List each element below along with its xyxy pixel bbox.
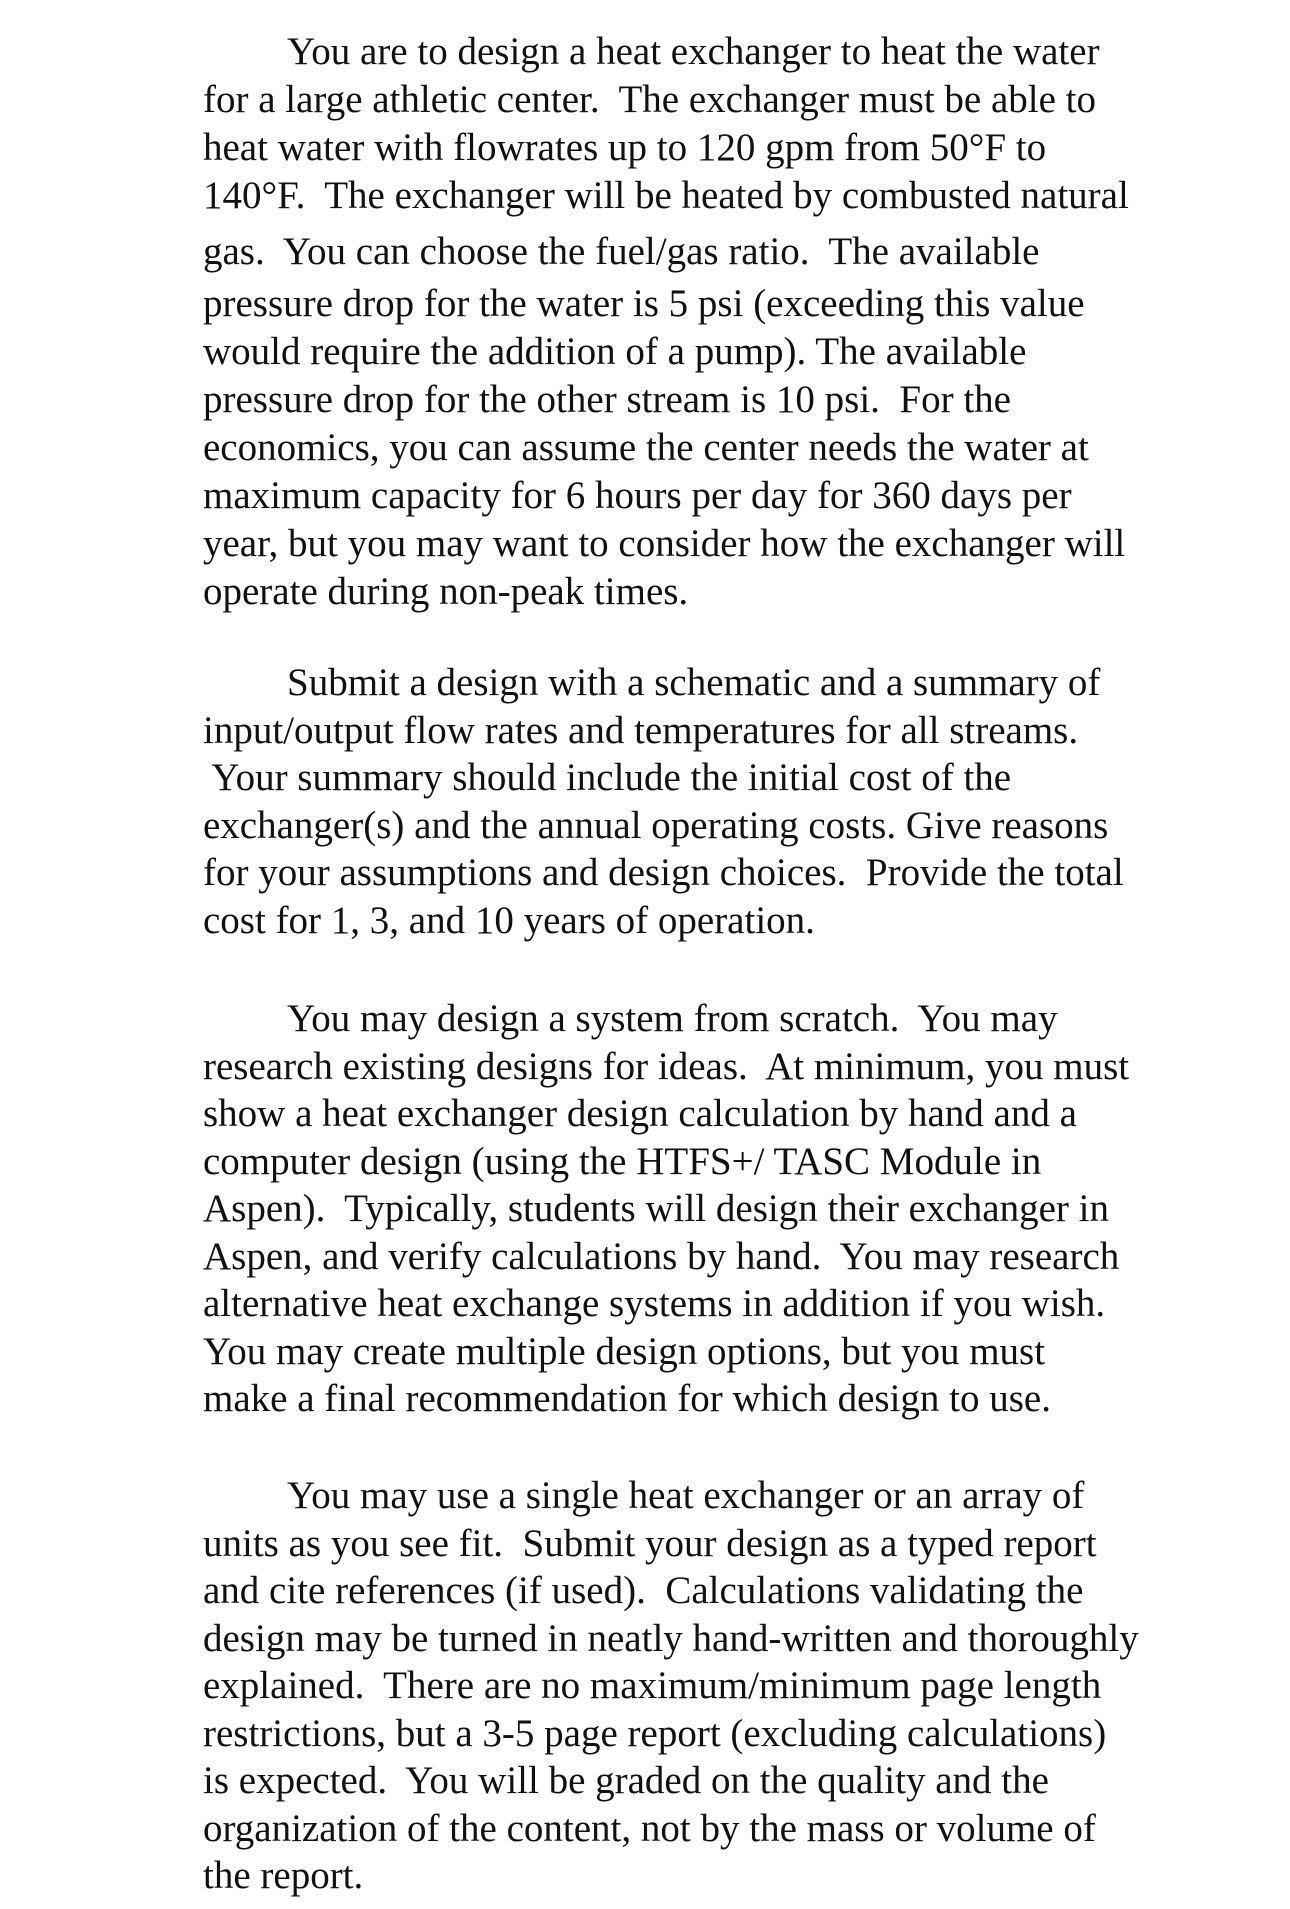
text-line: Your summary should include the initial cost of the (203, 756, 1012, 799)
text-line: computer design (using the HTFS+/ TASC Module in (203, 1139, 1042, 1183)
text-line: organization of the content, not by the mass or volume of (203, 1806, 1096, 1850)
text-line: You may use a single heat exchanger or an array of (287, 1474, 1085, 1517)
text-line: 140°F. The exchanger will be heated by combusted natural (203, 174, 1129, 217)
text-line: and cite references (if used). Calculations validating the (203, 1569, 1084, 1612)
paragraph-report-format (203, 1472, 1213, 1900)
text-line: explained. There are no maximum/minimum page length (203, 1664, 1102, 1707)
text-line: You may design a system from scratch. You may (287, 997, 1058, 1040)
text-line: pressure drop for the water is 5 psi (exceeding this value (203, 282, 1085, 325)
text-line: Aspen). Typically, students will design their exchanger in (203, 1187, 1109, 1230)
text-line: make a final recommendation for which design to use. (203, 1377, 1051, 1420)
text-line: would require the addition of a pump). The available (203, 330, 1027, 373)
text-line: maximum capacity for 6 hours per day for 360 days per (203, 474, 1072, 517)
text-line: design may be turned in neatly hand-written and thoroughly (203, 1616, 1139, 1660)
text-line: research existing designs for ideas. At minimum, you must (203, 1044, 1130, 1088)
text-line: cost for 1, 3, and 10 years of operation. (203, 898, 815, 942)
paragraph-submission-requirements (203, 659, 1213, 944)
text-line: restrictions, but a 3-5 page report (excluding calculations) (203, 1711, 1107, 1755)
text-line: the report. (203, 1854, 364, 1897)
text-line: pressure drop for the other stream is 10 psi. For the (203, 378, 1011, 421)
text-line: economics, you can assume the center needs the water at (203, 426, 1089, 469)
text-line: for your assumptions and design choices. Provide the total (203, 851, 1124, 894)
text-line: You are to design a heat exchanger to heat the water (287, 30, 1100, 73)
paragraph-design-task (203, 28, 1213, 616)
text-line: year, but you may want to consider how the exchanger will (203, 522, 1126, 565)
text-line: operate during non-peak times. (203, 570, 689, 613)
text-line: Submit a design with a schematic and a summary of (287, 661, 1101, 704)
paragraph-design-approach (203, 995, 1213, 1423)
text-line: You may create multiple design options, but you must (203, 1329, 1046, 1373)
text-line: for a large athletic center. The exchanger must be able to (203, 78, 1097, 121)
text-line: show a heat exchanger design calculation by hand and a (203, 1092, 1077, 1135)
text-line: units as you see fit. Submit your design as a typed report (203, 1521, 1097, 1565)
text-line: input/output flow rates and temperatures for all streams. (203, 708, 1079, 752)
text-line: Aspen, and verify calculations by hand. You may research (203, 1234, 1120, 1278)
text-line: heat water with flowrates up to 120 gpm from 50°F to (203, 126, 1047, 169)
text-line: is expected. You will be graded on the quality and the (203, 1759, 1049, 1802)
text-line: gas. You can choose the fuel/gas ratio. The available (203, 230, 1040, 273)
text-line: exchanger(s) and the annual operating costs. Give reasons (203, 803, 1109, 847)
text-line: alternative heat exchange systems in addition if you wish. (203, 1282, 1106, 1325)
